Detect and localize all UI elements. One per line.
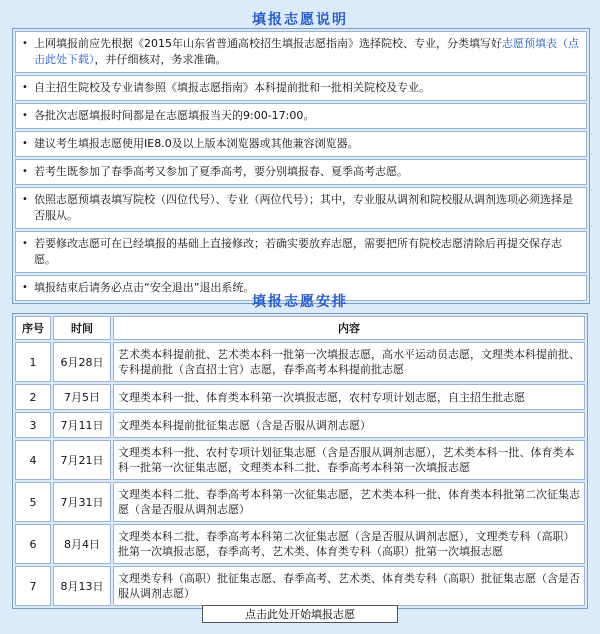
instruction-item (15, 159, 587, 185)
instruction-item (15, 187, 587, 229)
row-number: 1 (15, 342, 51, 382)
row-date: 7月11日 (53, 412, 111, 438)
instruction-text: 上网填报前应先根据《2015年山东省普通高校招生填报志愿指南》选择院校、专业，分类填写好 (34, 37, 502, 50)
row-content: 文理类本科提前批征集志愿（含是否服从调剂志愿） (113, 412, 585, 438)
row-date: 7月5日 (53, 384, 111, 410)
schedule-row (15, 482, 585, 522)
row-date: 8月13日 (53, 566, 111, 606)
bullet-icon: • (22, 194, 28, 205)
row-number: 3 (15, 412, 51, 438)
schedule-row (15, 440, 585, 480)
row-date: 7月31日 (53, 482, 111, 522)
row-date: 7月21日 (53, 440, 111, 480)
schedule-row (15, 342, 585, 382)
instruction-text: 各批次志愿填报时间都是在志愿填报当天的9:00-17:00。 (34, 109, 315, 122)
header-content: 内容 (113, 316, 585, 340)
instruction-text: 依照志愿预填表填写院校（四位代号）、专业（两位代号）；其中，专业服从调剂和院校服从调剂选项必须选择是否服从。 (34, 193, 573, 222)
instruction-text: 建议考生填报志愿使用IE8.0及以上版本浏览器或其他兼容浏览器。 (34, 137, 359, 150)
row-content: 文理类本科二批、春季高考本科第二次征集志愿（含是否服从调剂志愿），文理类专科（高职）批第一次填报志愿，春季高考、艺术类、体育类专科（高职）批第一次填报志愿 (113, 524, 585, 564)
bullet-icon: • (22, 82, 28, 93)
instruction-item (15, 31, 587, 73)
instruction-text: 若要修改志愿可在已经填报的基础上直接修改；若确实要放弃志愿，需要把所有院校志愿清除后再提交保存志愿。 (34, 237, 562, 266)
instructions-list (12, 28, 590, 304)
instruction-item (15, 103, 587, 129)
bullet-icon: • (22, 238, 28, 249)
schedule-row (15, 384, 585, 410)
instruction-text: 若考生既参加了春季高考又参加了夏季高考，要分别填报春、夏季高考志愿。 (34, 165, 408, 178)
row-number: 4 (15, 440, 51, 480)
row-content: 文理类本科一批、体育类本科第一次填报志愿，农村专项计划志愿，自主招生批志愿 (113, 384, 585, 410)
bullet-icon: • (22, 110, 28, 121)
schedule-title: 填报志愿安排 (252, 294, 348, 310)
row-number: 5 (15, 482, 51, 522)
bullet-icon: • (22, 282, 28, 293)
schedule-row (15, 566, 585, 606)
bullet-icon: • (22, 38, 28, 49)
row-content: 艺术类本科提前批、艺术类本科一批第一次填报志愿，高水平运动员志愿，文理类本科提前批、专科提前批（含直招士官）志愿，春季高考本科提前批志愿 (113, 342, 585, 382)
instruction-text: 自主招生院校及专业请参照《填报志愿指南》本科提前批和一批相关院校及专业。 (34, 81, 430, 94)
instruction-item (15, 75, 587, 101)
schedule-row (15, 524, 585, 564)
row-number: 7 (15, 566, 51, 606)
row-content: 文理类专科（高职）批征集志愿、春季高考、艺术类、体育类专科（高职）批征集志愿（含是否服从调剂志愿） (113, 566, 585, 606)
bullet-icon: • (22, 166, 28, 177)
header-no: 序号 (15, 316, 51, 340)
schedule-table (12, 313, 588, 609)
row-date: 8月4日 (53, 524, 111, 564)
header-date: 时间 (53, 316, 111, 340)
instructions-title: 填报志愿说明 (252, 12, 348, 28)
row-number: 6 (15, 524, 51, 564)
start-filling-button[interactable]: 点击此处开始填报志愿 (202, 605, 398, 623)
instruction-text-tail: ，并仔细核对，务求准确。 (94, 53, 227, 66)
download-form-link[interactable]: 志愿预填表（点击此处下载） (34, 37, 579, 66)
row-content: 文理类本科二批、春季高考本科第一次征集志愿，艺术类本科一批、体育类本科批第二次征集志愿（含是否服从调剂志愿） (113, 482, 585, 522)
row-number: 2 (15, 384, 51, 410)
instruction-text: 填报结束后请务必点击“安全退出”退出系统。 (34, 281, 255, 294)
bullet-icon: • (22, 138, 28, 149)
schedule-row (15, 412, 585, 438)
instruction-item (15, 131, 587, 157)
schedule-header-row (15, 316, 585, 340)
instruction-item (15, 231, 587, 273)
row-date: 6月28日 (53, 342, 111, 382)
row-content: 文理类本科一批、农村专项计划征集志愿（含是否服从调剂志愿），艺术类本科一批、体育类本科一批第一次征集志愿，文理类本科二批、春季高考本科第一次填报志愿 (113, 440, 585, 480)
